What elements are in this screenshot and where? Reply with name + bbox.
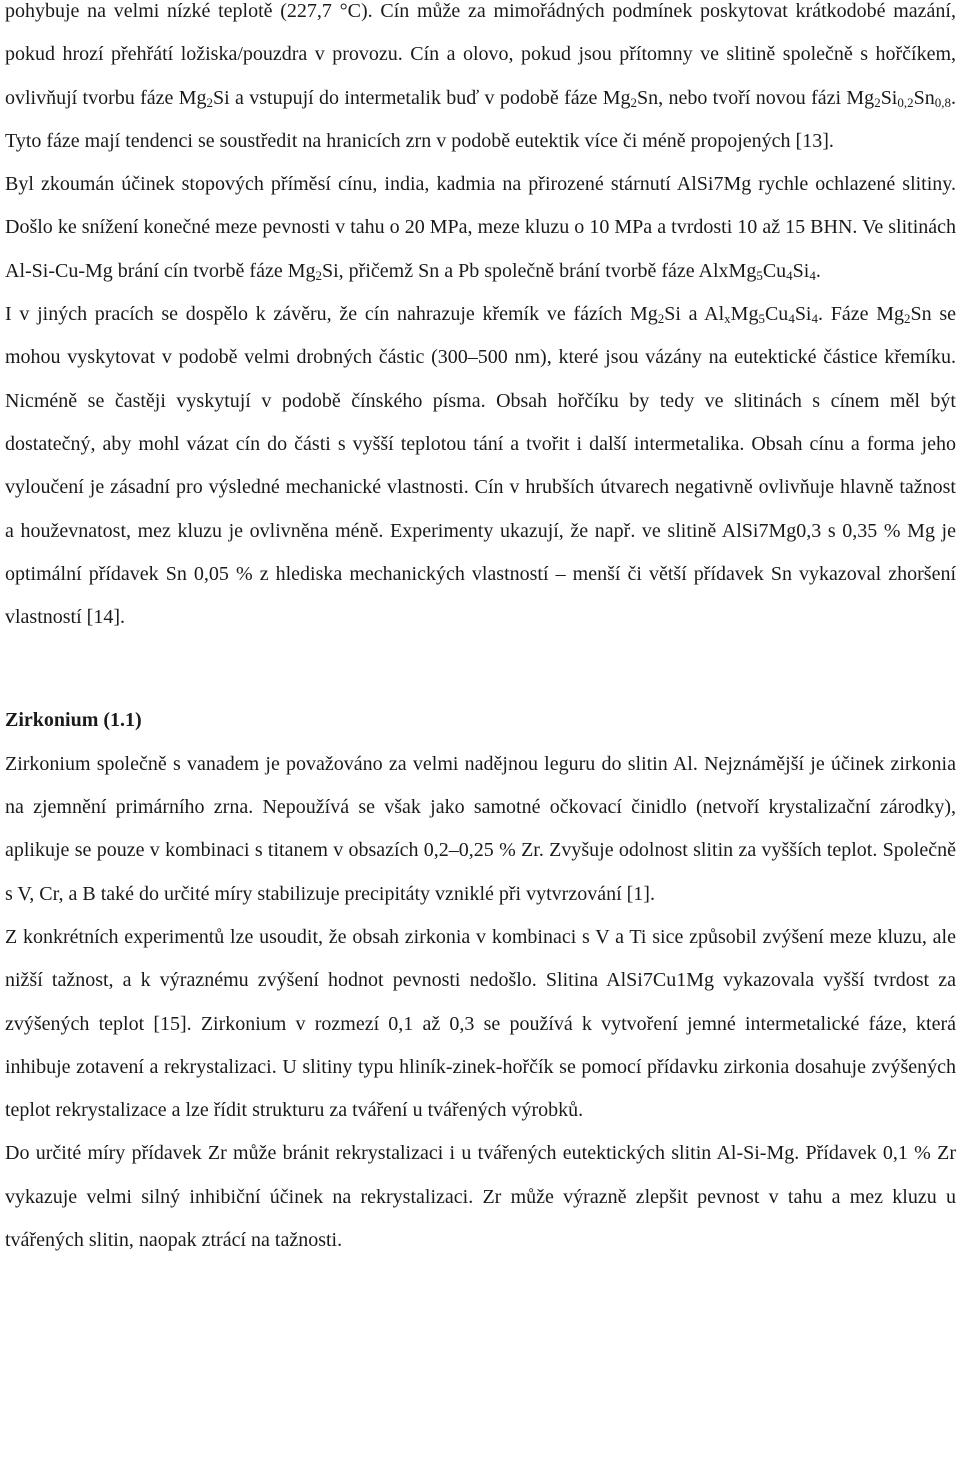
text-run: Si xyxy=(880,86,898,109)
subscript-text: 2 xyxy=(903,311,911,327)
text-run: I v jiných pracích se dospělo k závěru, že cín nahrazuje křemík ve fázích Mg xyxy=(5,303,658,326)
subscript-text: 5 xyxy=(756,267,763,283)
text-run: Si, přičemž Sn a Pb společně brání tvorbě fáze AlxMg xyxy=(321,259,757,282)
subscript-text: 2 xyxy=(315,267,322,283)
text-run: Si xyxy=(792,259,810,282)
text-run: Mg xyxy=(730,303,759,326)
subscript-text: 4 xyxy=(811,311,818,327)
paragraph-zirconium-recrystallization xyxy=(5,1132,956,1262)
subscript-text: 2 xyxy=(874,94,881,110)
subscript-text: 0,8 xyxy=(934,94,951,110)
paragraph-tin-phases xyxy=(5,0,956,163)
subscript-text: 4 xyxy=(809,267,816,283)
subscript-text: 4 xyxy=(788,311,795,327)
subscript-text: 4 xyxy=(786,267,793,283)
paragraph-trace-elements xyxy=(5,163,956,293)
text-run: Byl zkoumán účinek stopových příměsí cínu, india, kadmia na přirozené stárnutí AlSi7Mg rychle ochlazené slitiny. Došlo ke snížení konečné meze pevnosti v tahu o 20 MPa, meze kluzu o 10 MPa a tvrdosti 10 až 15 BHN. Ve slitinách Al-Si-Cu-Mg brání cín tvorbě fáze Mg xyxy=(5,173,956,282)
text-run: Cu xyxy=(764,303,789,326)
paragraph-zirconium-experiments xyxy=(5,916,956,1132)
text-run: Si a Al xyxy=(664,303,725,326)
paragraph-tin-replacement xyxy=(5,293,956,639)
section-heading-zirconium: Zirkonium (1.1) xyxy=(5,709,142,732)
text-run: pohybuje na velmi nízké teplotě (227,7 °C). Cín může za mimořádných podmínek poskytovat krátkodobé mazání, pokud hrozí přehřátí ložiska/pouzdra v provozu. Cín a olovo, pokud jsou přítomny ve slitině společně s hořčíkem, ovlivňují tvorbu fáze Mg xyxy=(5,0,956,109)
subscript-text: 2 xyxy=(657,311,665,327)
text-run: Cu xyxy=(762,259,787,282)
text-run: Si a vstupují do intermetalik buď v podobě fáze Mg xyxy=(213,86,631,109)
text-run: Sn xyxy=(913,86,935,109)
text-run: Do určité míry přídavek Zr může bránit rekrystalizaci i u tvářených eutektických slitin Al-Si-Mg. Přídavek 0,1 % Zr vykazuje velmi silný inhibiční účinek na rekrystalizaci. Zr může výrazně zlepšit pevnost v tahu a mez kluzu u tvářených slitin, naopak ztrácí na tažnosti. xyxy=(5,1142,956,1252)
subscript-text: 5 xyxy=(758,311,765,327)
text-run: Zirkonium společně s vanadem je považováno za velmi nadějnou leguru do slitin Al. Nejznámější je účinek zirkonia na zjemnění primárního zrna. Nepoužívá se však jako samotné očkovací činidlo (netvoří krystalizační zárodky), aplikuje se pouze v kombinaci s titanem v obsazích 0,2–0,25 % Zr. Zvyšuje odolnost slitin za vyšších teplot. Společně s V, Cr, a B také do určité míry stabilizuje precipitáty vzniklé při vytvrzování [1]. xyxy=(5,752,956,905)
text-run: . Tyto fáze mají tendenci se soustředit na hranicích zrn v podobě eutektik více či méně propojených [13]. xyxy=(5,86,956,152)
text-run: Z konkrétních experimentů lze usoudit, že obsah zirkonia v kombinaci s V a Ti sice způsobil zvýšení meze kluzu, ale nižší tažnost, a k výraznému zvýšení hodnot pevnosti nedošlo. Slitina AlSi7Cu1Mg vykazovala vyšší tvrdost za zvýšených teplot [15]. Zirkonium v rozmezí 0,1 až 0,3 se používá k vytvoření jemné intermetalické fáze, která inhibuje zotavení a rekrystalizaci. U slitiny typu hliník-zinek-hořčík se pomocí přídavku zirkonia dosahuje zvýšených teplot rekrystalizace a lze řídit strukturu za tváření u tvářených výrobků. xyxy=(5,925,956,1122)
text-run: . Fáze Mg xyxy=(818,303,904,326)
text-run: . xyxy=(815,259,821,282)
paragraph-zirconium-vanadium xyxy=(5,743,956,916)
subscript-text: 2 xyxy=(630,94,637,110)
subscript-text: 2 xyxy=(206,94,214,110)
subscript-text: 0,2 xyxy=(897,94,914,110)
text-run: Si xyxy=(794,303,812,326)
subscript-text: x xyxy=(724,311,731,327)
text-run: Sn, nebo tvoří novou fázi Mg xyxy=(637,86,875,109)
text-run: Sn se mohou vyskytovat v podobě velmi drobných částic (300–500 nm), které jsou vázány na eutektické částice křemíku. Nicméně se častěji vyskytují v podobě čínského písma. Obsah hořčíku by tedy ve slitinách s cínem měl být dostatečný, aby mohl vázat cín do části s vyšší teplotou tání a tvořit i další intermetalika. Obsah cínu a forma jeho vyloučení je zásadní pro výsledné mechanické vlastnosti. Cín v hrubších útvarech negativně ovlivňuje hlavně tažnost a houževnatost, mez kluzu je ovlivněna méně. Experimenty ukazují, že např. ve slitině AlSi7Mg0,3 s 0,35 % Mg je optimální přídavek Sn 0,05 % z hlediska mechanických vlastností – menší či větší přídavek Sn vykazoval zhoršení vlastností [14]. xyxy=(5,303,956,629)
